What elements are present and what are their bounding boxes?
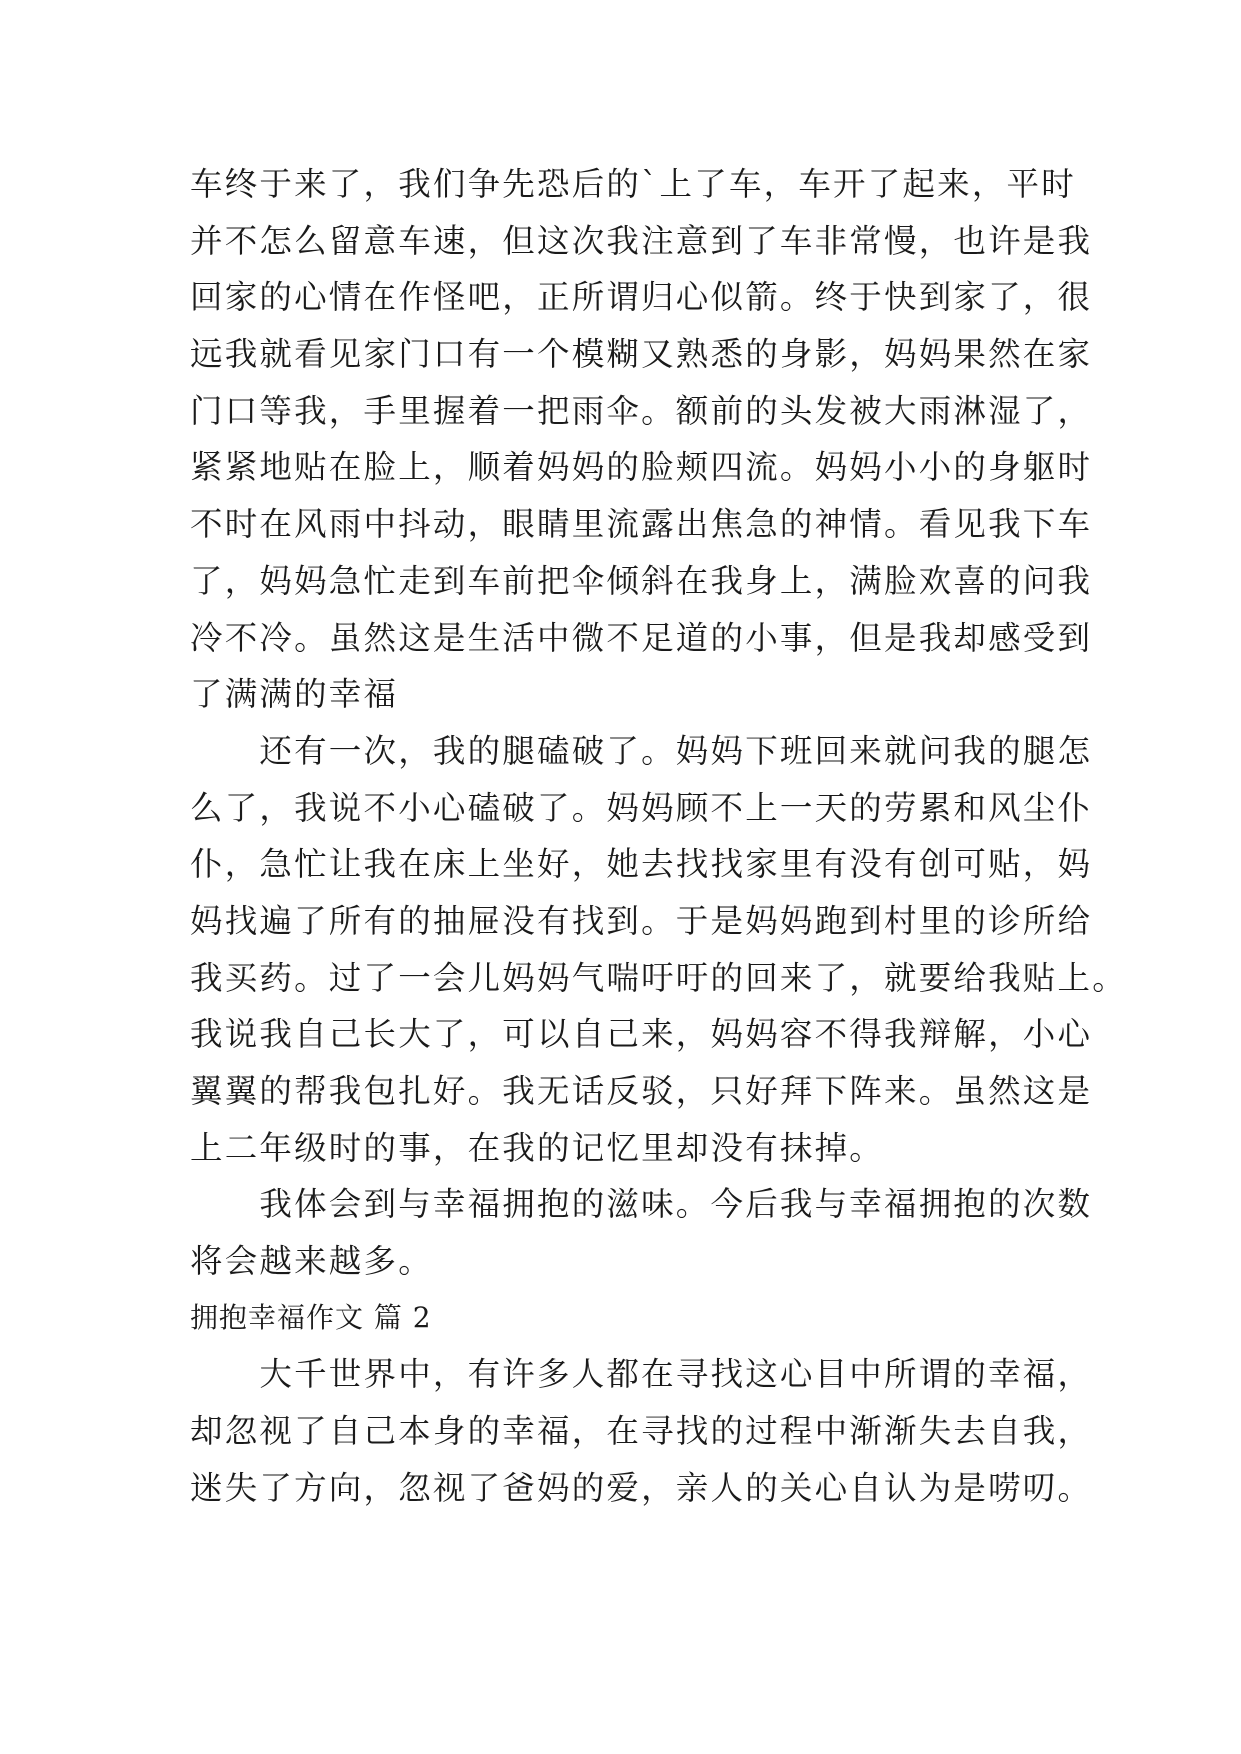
text-line: 了满满的幸福 xyxy=(190,675,399,714)
text-line: 回家的心情在作怪吧，正所谓归心似箭。终于快到家了，很 xyxy=(190,278,1093,317)
text-line: 翼翼的帮我包扎好。我无话反驳，只好拜下阵来。虽然这是 xyxy=(190,1072,1093,1110)
text-line: 么了，我说不小心磕破了。妈妈顾不上一天的劳累和风尘仆 xyxy=(190,788,1093,827)
text-line: 冷不冷。虽然这是生活中微不足道的小事，但是我却感受到 xyxy=(190,618,1093,657)
text-line: 不时在风雨中抖动，眼睛里流露出焦急的神情。看见我下车 xyxy=(190,505,1093,544)
text-line: 紧紧地贴在脸上，顺着妈妈的脸颊四流。妈妈小小的身躯时 xyxy=(190,448,1093,487)
text-line: 迷失了方向，忽视了爸妈的爱，亲人的关心自认为是唠叨。 xyxy=(190,1468,1093,1507)
text-line: 我说我自己长大了，可以自己来，妈妈容不得我辩解，小心 xyxy=(190,1015,1093,1054)
text-line: 门口等我，手里握着一把雨伞。额前的头发被大雨淋湿了， xyxy=(190,391,1093,430)
text-line: 车终于来了，我们争先恐后的`上了车，车开了起来，平时 xyxy=(190,165,1076,203)
text-line: 我体会到与幸福拥抱的滋味。今后我与幸福拥抱的次数 xyxy=(190,1185,1093,1224)
text-line: 却忽视了自己本身的幸福，在寻找的过程中渐渐失去自我， xyxy=(190,1412,1093,1451)
section-heading: 拥抱幸福作文 篇 2 xyxy=(190,1300,432,1334)
text-line: 并不怎么留意车速，但这次我注意到了车非常慢，也许是我 xyxy=(190,221,1093,260)
text-line: 还有一次，我的腿磕破了。妈妈下班回来就问我的腿怎 xyxy=(190,731,1093,770)
text-line: 仆，急忙让我在床上坐好，她去找找家里有没有创可贴，妈 xyxy=(190,845,1093,884)
text-line: 我买药。过了一会儿妈妈气喘吁吁的回来了，就要给我贴上。 xyxy=(190,958,1127,997)
text-line: 将会越来越多。 xyxy=(190,1242,433,1281)
document-body xyxy=(190,156,1127,1517)
text-line: 妈找遍了所有的抽屉没有找到。于是妈妈跑到村里的诊所给 xyxy=(190,901,1093,940)
text-line: 了，妈妈急忙走到车前把伞倾斜在我身上，满脸欢喜的问我 xyxy=(190,561,1093,600)
text-line: 大千世界中，有许多人都在寻找这心目中所谓的幸福， xyxy=(190,1355,1093,1394)
text-line: 上二年级时的事，在我的记忆里却没有抹掉。 xyxy=(190,1128,885,1167)
text-line: 远我就看见家门口有一个模糊又熟悉的身影，妈妈果然在家 xyxy=(190,335,1093,374)
